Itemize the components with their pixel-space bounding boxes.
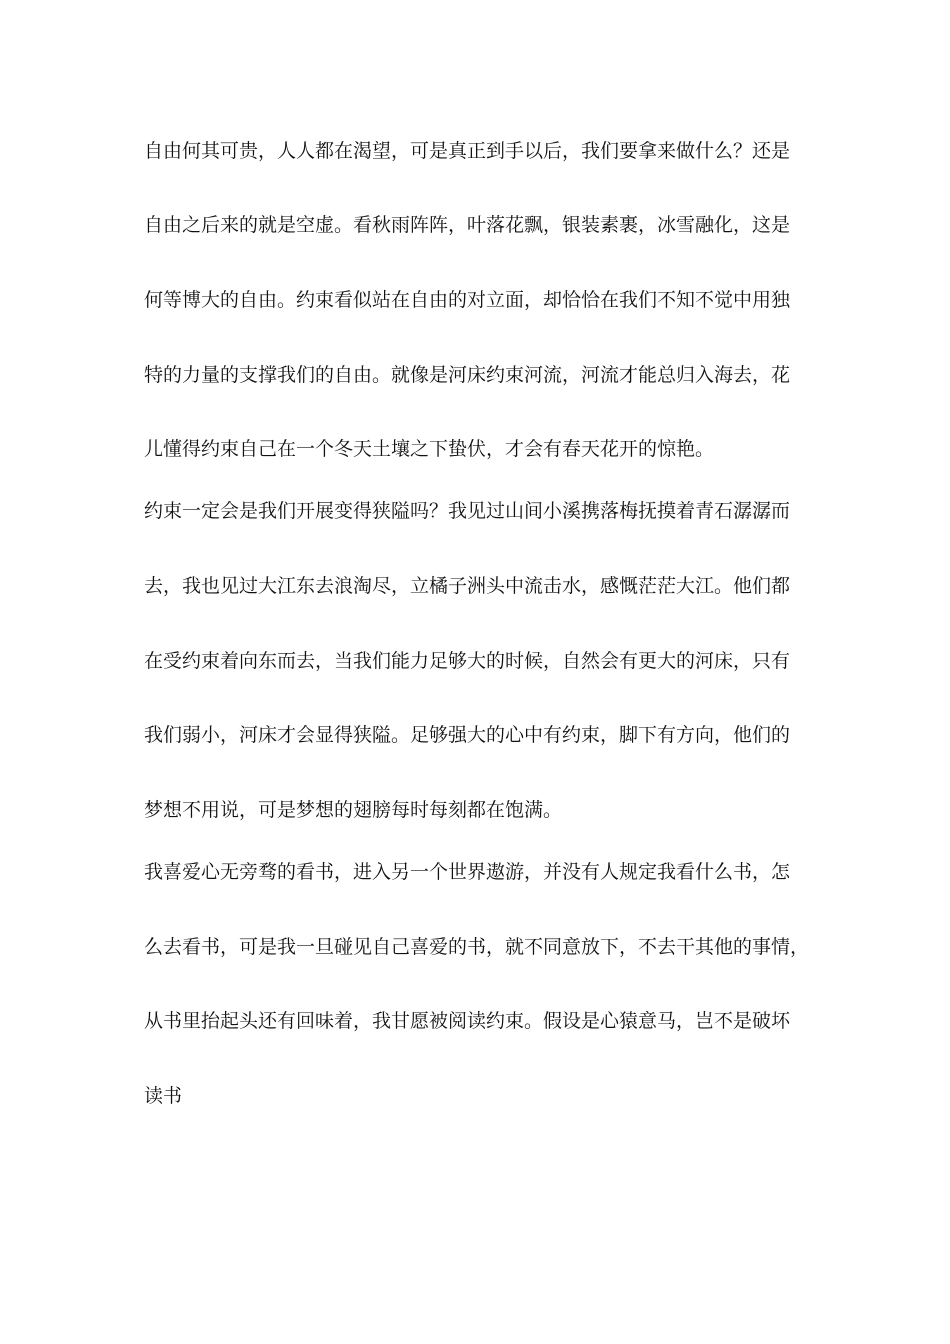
text-line: 我喜爱心无旁骛的看书，进入另一个世界遨游，并没有人规定我看什么书，怎	[144, 861, 791, 883]
text-line: 么去看书，可是我一旦碰见自己喜爱的书，就不同意放下，不去干其他的事情，	[144, 936, 810, 958]
text-line: 自由之后来的就是空虚。看秋雨阵阵，叶落花飘，银装素裹，冰雪融化，这是	[144, 214, 791, 236]
text-line: 约束一定会是我们开展变得狭隘吗？我见过山间小溪携落梅抚摸着青石潺潺而	[144, 500, 791, 522]
text-line: 从书里抬起头还有回味着，我甘愿被阅读约束。假设是心猿意马，岂不是破坏	[144, 1010, 791, 1032]
text-line: 在受约束着向东而去，当我们能力足够大的时候，自然会有更大的河床，只有	[144, 650, 791, 672]
text-line: 何等博大的自由。约束看似站在自由的对立面，却恰恰在我们不知不觉中用独	[144, 289, 791, 311]
text-line: 特的力量的支撑我们的自由。就像是河床约束河流，河流才能总归入海去，花	[144, 364, 791, 386]
text-line: 我们弱小，河床才会显得狭隘。足够强大的心中有约束，脚下有方向，他们的	[144, 724, 791, 746]
text-line: 梦想不用说，可是梦想的翅膀每时每刻都在饱满。	[144, 799, 563, 821]
text-line: 自由何其可贵，人人都在渴望，可是真正到手以后，我们要拿来做什么？还是	[144, 140, 791, 162]
text-line: 读书	[144, 1085, 183, 1107]
text-line: 去，我也见过大江东去浪淘尽，立橘子洲头中流击水，感慨茫茫大江。他们都	[144, 575, 791, 597]
text-line: 儿懂得约束自己在一个冬天土壤之下蛰伏，才会有春天花开的惊艳。	[144, 438, 715, 460]
